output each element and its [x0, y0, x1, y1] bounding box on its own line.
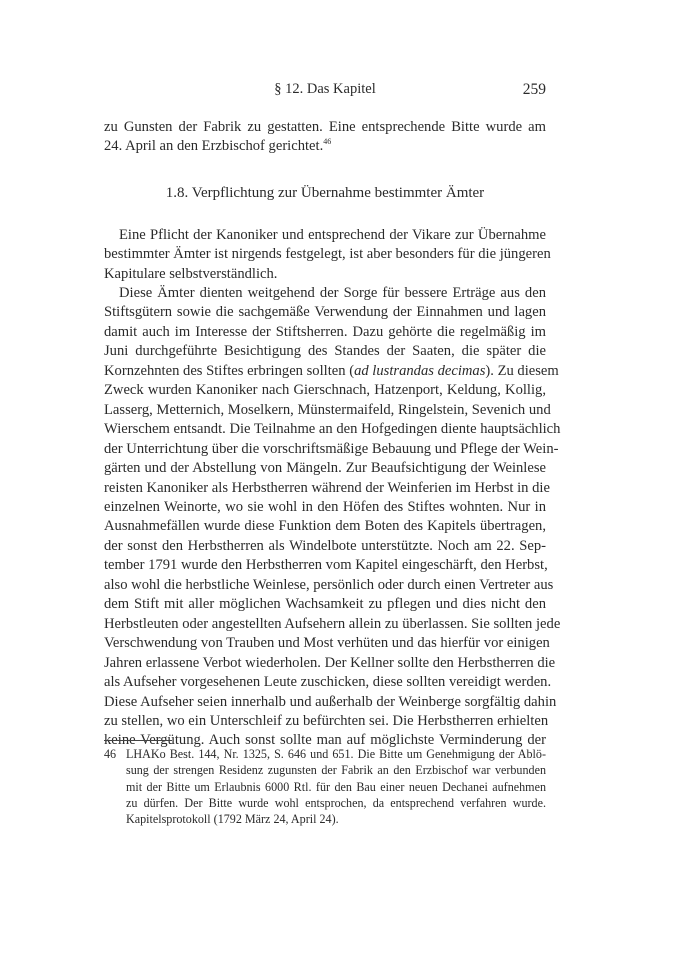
paragraph-offices	[104, 284, 561, 751]
paragraph-duty	[104, 226, 551, 284]
text-line: als Aufseher vorgesehenen Leute zuschicken, diese sollten vereidigt werden.	[104, 674, 552, 691]
text-line: einzelnen Weinorte, wo sie wohl in den Höfen des Stiftes wohnten. Nur in	[104, 498, 546, 515]
text-line: der sonst den Herbstherren als Windelbote unterstützte. Noch am 22. Sep-	[104, 537, 546, 554]
text-line: dem Stift mit aller möglichen Wachsamkeit zu pflegen und dies nicht den	[104, 596, 546, 613]
text-line: Jahren erlassene Verbot wiederholen. Der Kellner sollte den Herbstherren die	[104, 654, 556, 671]
text-line: reisten Kanoniker als Herbstherren während der Weinferien im Herbst in die	[104, 479, 550, 496]
running-title: § 12. Das Kapitel	[274, 81, 376, 97]
text-line: Lasserg, Metternich, Moselkern, Münstermaifeld, Ringelstein, Sevenich und	[104, 401, 551, 418]
footnote-line: Kapitelsprotokoll (1792 März 24, April 24).	[126, 812, 339, 827]
text-line: damit auch im Interesse der Stiftsherren. Dazu gehörte die regelmäßig im	[104, 323, 546, 340]
text-line: Herbstleuten oder angestellten Aufsehern allein zu überlassen. Sie sollten jede	[104, 615, 561, 632]
text-line: keine Vergütung. Auch sonst sollte man auf möglichste Verminderung der	[104, 732, 546, 749]
footnote-line: mit der Bitte um Erlaubnis 6000 Rtl. für den Bau einer neuen Dechanei aufnehmen	[126, 779, 546, 794]
text-line: Diese Aufseher seien innerhalb und außerhalb der Weinberge sorgfältig dahin	[104, 693, 557, 710]
text-line: Ausnahmefällen wurde diese Funktion dem Boten des Kapitels übertragen,	[104, 518, 546, 535]
text-line: Wierschem entsandt. Die Teilnahme an den Hofgedingen diente hauptsächlich	[104, 421, 561, 438]
page-header	[104, 81, 546, 103]
text-line: Diese Ämter dienten weitgehend der Sorge für bessere Erträge aus den	[119, 285, 546, 301]
text-line: Stiftsgütern sowie die sachgemäße Verwendung der Einnahmen und lagen	[104, 304, 546, 321]
text-line: also wohl die herbstliche Weinlese, persönlich oder durch einen Vertreter aus	[104, 576, 554, 593]
footnote-reference: 46	[323, 137, 332, 147]
text-line: gärten und der Abstellung von Mängeln. Zur Beaufsichtigung der Weinlese	[104, 460, 546, 477]
footnote-line: LHAKo Best. 144, Nr. 1325, S. 646 und 651. Die Bitte um Genehmigung der Ablö-	[126, 747, 546, 761]
italic-latin-phrase: ad lustrandas decimas	[354, 362, 486, 379]
footnote-separator	[104, 740, 172, 741]
section-heading: 1.8. Verpflichtung zur Übernahme bestimmter Ämter	[165, 185, 485, 201]
footnote-text	[126, 746, 546, 827]
footnote	[104, 746, 546, 827]
text-line: tember 1791 wurde den Herbstherren vom Kapitel eingeschärft, den Herbst,	[104, 557, 548, 574]
text-line: bestimmter Ämter ist nirgends festgelegt, ist aber besonders für die jüngeren	[104, 246, 551, 263]
footnote-line: zu dürfen. Der Bitte wurde wohl entsprochen, da entsprechend verfahren wurde.	[126, 795, 546, 810]
text-line: Eine Pflicht der Kanoniker und entsprechend der Vikare zur Übernahme	[119, 227, 546, 243]
footnote-number: 46	[104, 747, 117, 761]
text-line: Juni durchgeführte Besichtigung des Standes der Saaten, die später die	[104, 343, 546, 360]
footnote-line: sung der strengen Residenz zugunsten der Fabrik an den Erzbischof war verbunden	[126, 763, 546, 778]
text-line: Kornzehnten des Stiftes erbringen sollten (ad lustrandas decimas). Zu diesem	[104, 362, 559, 379]
page-number: 259	[522, 81, 546, 98]
text-line: der Unterrichtung über die vorschriftsmäßige Bebauung und Pflege der Wein-	[104, 440, 559, 457]
text-line: Zweck wurden Kanoniker nach Gierschnach, Hatzenport, Keldung, Kollig,	[104, 382, 546, 399]
paragraph-continuation	[104, 118, 546, 157]
text-line: Kapitulare selbstverständlich.	[104, 265, 278, 282]
text-line: 24. April an den Erzbischof gerichtet.$^{46}$	[104, 137, 332, 155]
text-line: zu Gunsten der Fabrik zu gestatten. Eine entsprechende Bitte wurde am	[104, 119, 546, 135]
text-line: zu stellen, wo ein Unterschleif zu befürchten sei. Die Herbstherren erhielten	[104, 712, 549, 729]
text-line: Verschwendung von Trauben und Most verhüten und das hierfür vor einigen	[104, 635, 550, 652]
